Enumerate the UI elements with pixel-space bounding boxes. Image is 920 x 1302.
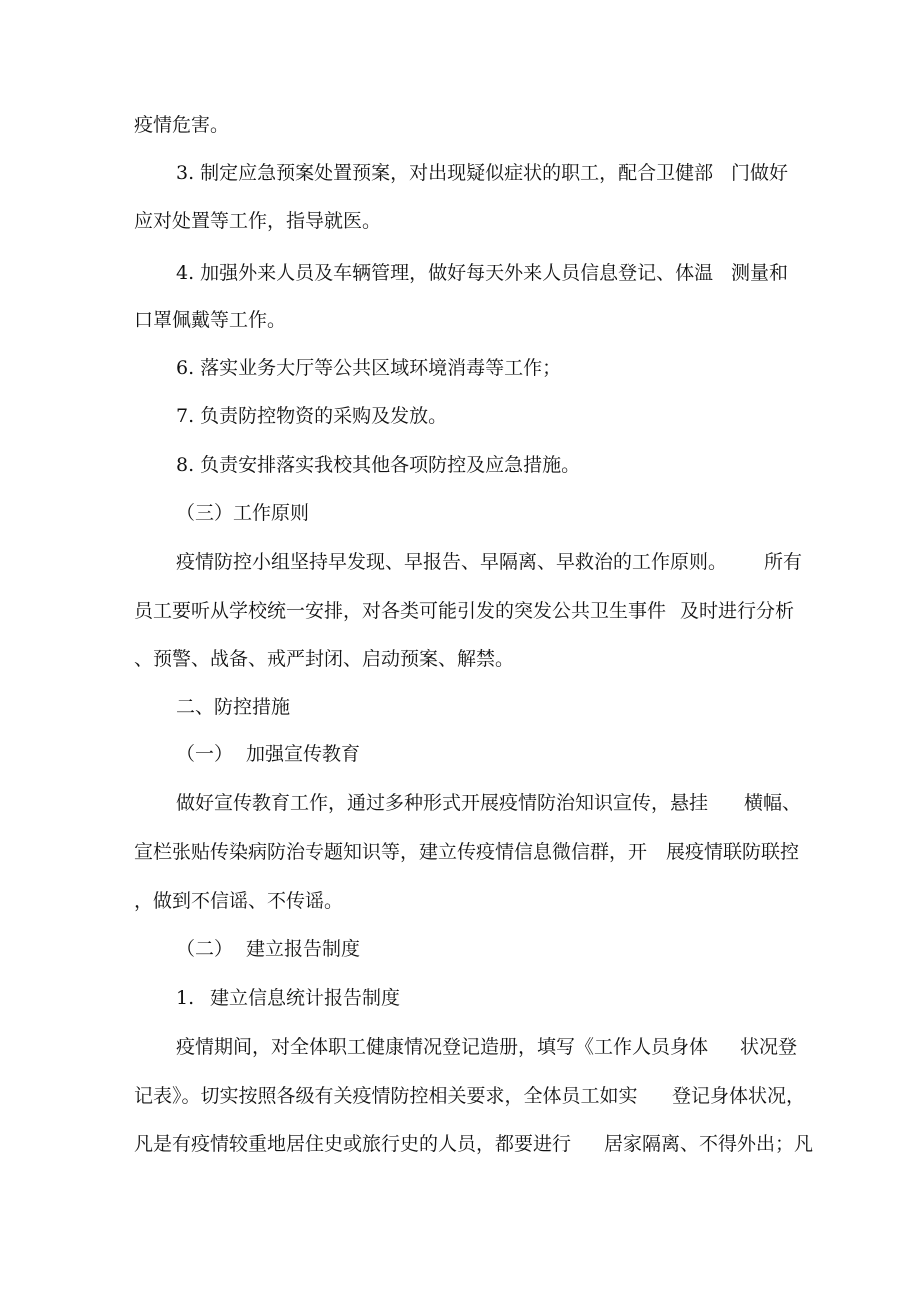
text-line: [0, 547, 920, 577]
text-line: [0, 110, 920, 140]
text-line: [0, 158, 920, 188]
text-segment: 展疫情联防联控: [666, 841, 800, 863]
text-segment: 及时进行分析: [680, 600, 795, 622]
text-segment: 7. 负责防控物资的采购及发放。: [176, 405, 448, 427]
text-segment: 所有: [764, 551, 803, 573]
text-segment: 登记身体状况，: [672, 1085, 806, 1107]
section-number: （二）: [176, 938, 234, 960]
text-segment: 员工要听从学校统一安排，对各类可能引发的突发公共卫生事件: [134, 600, 667, 622]
text-segment: 3. 制定应急预案处置预案，对出现疑似症状的职工，配合卫健部: [176, 162, 714, 184]
section-heading: （三）工作原则: [176, 502, 310, 524]
text-segment: 疫情危害。: [134, 114, 230, 136]
text-segment: 状况登: [740, 1036, 798, 1058]
text-segment: 测量和: [731, 262, 789, 284]
text-line: [0, 596, 920, 626]
text-segment: 口罩佩戴等工作。: [134, 309, 287, 331]
text-line: [0, 644, 920, 674]
text-segment: 、预警、战备、戒严封闭、启动预案、解禁。: [134, 648, 515, 670]
text-segment: 疫情期间，对全体职工健康情况登记造册，填写《工作人员身体: [176, 1036, 709, 1058]
text-segment: ，做到不信谣、不传谣。: [134, 890, 344, 912]
text-line: [0, 739, 920, 769]
text-line: [0, 401, 920, 431]
item-number: 1.: [176, 987, 195, 1009]
text-line: [0, 1081, 920, 1111]
text-line: [0, 1129, 920, 1159]
text-segment: 应对处置等工作，指导就医。: [134, 210, 382, 232]
section-heading: 二、防控措施: [176, 696, 291, 718]
text-segment: 横幅、: [744, 792, 802, 814]
text-segment: 6. 落实业务大厅等公共区域环境消毒等工作；: [176, 357, 562, 379]
text-segment: 记表》。切实按照各级有关疫情防控相关要求，全体员工如实: [134, 1085, 638, 1107]
text-segment: 门做好: [731, 162, 789, 184]
text-segment: 居家隔离、不得外出；凡: [604, 1133, 814, 1155]
text-segment: 凡是有疫情较重地居住史或旅行史的人员，都要进行: [134, 1133, 572, 1155]
text-line: [0, 934, 920, 964]
section-number: （一）: [176, 743, 234, 765]
text-line: [0, 983, 920, 1013]
text-line: [0, 788, 920, 818]
text-line: [0, 837, 920, 867]
text-line: [0, 692, 920, 722]
text-line: [0, 305, 920, 335]
text-segment: 做好宣传教育工作，通过多种形式开展疫情防治知识宣传，悬挂: [176, 792, 709, 814]
text-line: [0, 206, 920, 236]
text-line: [0, 886, 920, 916]
section-heading: 加强宣传教育: [246, 743, 361, 765]
text-segment: 8. 负责安排落实我校其他各项防控及应急措施。: [176, 454, 581, 476]
text-line: [0, 498, 920, 528]
text-line: [0, 258, 920, 288]
text-line: [0, 353, 920, 383]
section-heading: 建立报告制度: [246, 938, 361, 960]
text-line: [0, 450, 920, 480]
text-line: [0, 1032, 920, 1062]
text-segment: 宣栏张贴传染病防治专题知识等，建立传疫情信息微信群，开: [134, 841, 648, 863]
text-segment: 4. 加强外来人员及车辆管理，做好每天外来人员信息登记、体温: [176, 262, 714, 284]
text-segment: 疫情防控小组坚持早发现、早报告、早隔离、早救治的工作原则。: [176, 551, 728, 573]
item-heading: 建立信息统计报告制度: [210, 987, 401, 1009]
